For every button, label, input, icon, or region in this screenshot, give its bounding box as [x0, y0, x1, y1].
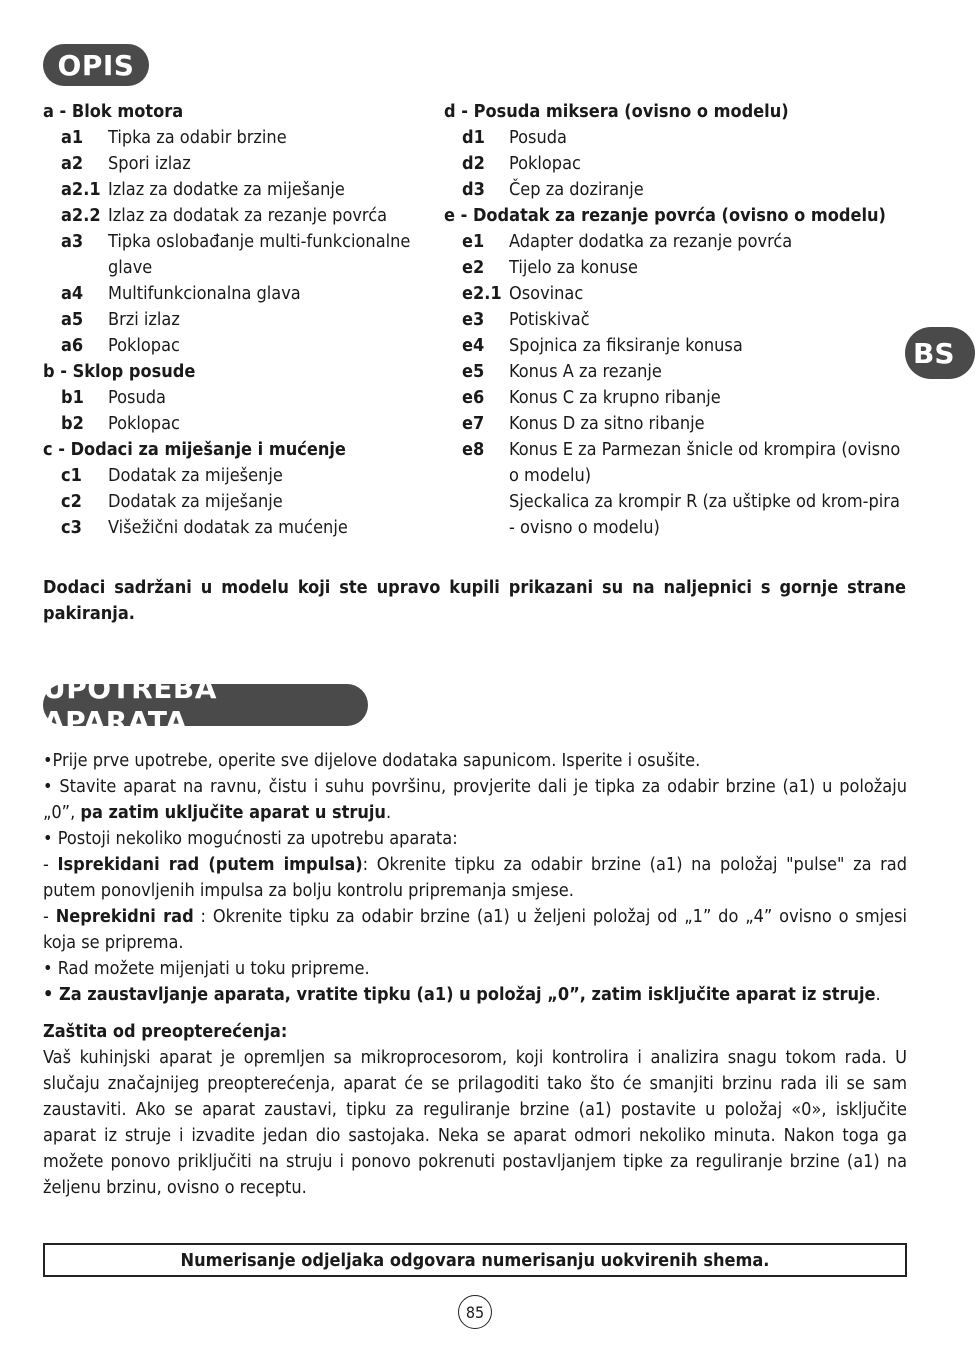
overload-protection — [43, 1019, 907, 1201]
part-item — [444, 437, 904, 489]
part-item — [43, 307, 433, 333]
section-heading: d - Posuda miksera (ovisno o modelu) — [444, 101, 789, 122]
part-label: Konus C za krupno ribanje — [509, 387, 721, 408]
part-label: Čep za doziranje — [509, 179, 644, 200]
part-code: e5 — [462, 361, 485, 382]
part-item — [43, 281, 433, 307]
overload-protection-text: Vaš kuhinjski aparat je opremljen sa mikroprocesorom, koji kontrolira i analizira snagu tokom rada. U slučaju značajnijeg preopterećenja, aparat će se prilagoditi tako što će smanjiti brzinu rada ili se sam zaustaviti. Ako se aparat zaustavi, tipku za reguliranje brzine (a1) postavite u položaj «0», isključite aparat iz struje i izvadite jedan dio sastojaka. Neka se aparat odmori nekoliko minuta. Nakon toga ga možete ponovo priključiti na struju i ponovo pokrenuti postavljanjem tipke za reguliranje brzine (a1) na željenu brzinu, ovisno o receptu. — [43, 1047, 907, 1198]
usage-bullet-6: • Rad možete mijenjati u toku pripreme. — [43, 958, 370, 979]
part-code: c3 — [61, 517, 82, 538]
usage-bullet-1: •Prije prve upotrebe, operite sve dijelove dodataka sapunicom. Isperite i osušite. — [43, 750, 701, 771]
part-label: Dodatak za miješenje — [108, 465, 283, 486]
part-item — [43, 333, 433, 359]
part-label: Multifunkcionalna glava — [108, 283, 301, 304]
part-item — [43, 385, 433, 411]
section-heading: a - Blok motora — [43, 101, 184, 122]
part-label: Adapter dodatka za rezanje povrća — [509, 231, 793, 252]
part-item — [43, 177, 433, 203]
usage-dash-continuous: - Neprekidni rad : Okrenite tipku za odabir brzine (a1) u željeni položaj od „1” do „4” ovisno o smjesi koja se priprema. — [43, 906, 907, 953]
part-item — [444, 307, 904, 333]
part-item — [43, 229, 433, 281]
language-tab-bs: BS — [905, 327, 975, 379]
usage-bullet-7: • Za zaustavljanje aparata, vratite tipku (a1) u položaj „0”, zatim isključite aparat iz struje. — [43, 984, 881, 1005]
section-heading: b - Sklop posude — [43, 361, 196, 382]
overload-protection-title: Zaštita od preopterećenja: — [43, 1021, 288, 1042]
parts-list-left — [43, 99, 433, 541]
part-item — [43, 515, 433, 541]
part-code: b1 — [61, 387, 84, 408]
part-label: Tipka za odabir brzine — [108, 127, 287, 148]
part-code: d1 — [462, 127, 485, 148]
part-code: e2 — [462, 257, 485, 278]
part-item — [43, 125, 433, 151]
part-code: a1 — [61, 127, 84, 148]
part-label: Poklopac — [509, 153, 581, 174]
part-code: e8 — [462, 439, 485, 460]
part-code: e1 — [462, 231, 485, 252]
part-item — [444, 281, 904, 307]
part-item — [43, 463, 433, 489]
part-code: e4 — [462, 335, 485, 356]
part-item — [43, 203, 433, 229]
part-code: d3 — [462, 179, 485, 200]
part-label: Spojnica za fiksiranje konusa — [509, 335, 743, 356]
part-item — [444, 333, 904, 359]
part-item — [444, 151, 904, 177]
part-code: a2 — [61, 153, 84, 174]
accessories-note: Dodaci sadržani u modelu koji ste upravo kupili prikazani su na naljepnici s gornje strane pakiranja. — [43, 577, 906, 624]
part-code: c2 — [61, 491, 82, 512]
part-code: e3 — [462, 309, 485, 330]
part-label: Konus A za rezanje — [509, 361, 662, 382]
part-label: Spori izlaz — [108, 153, 191, 174]
part-code: a5 — [61, 309, 84, 330]
usage-dash-pulse: - Isprekidani rad (putem impulsa): Okrenite tipku za odabir brzine (a1) na položaj "pulse" za rad putem ponovljenih impulsa za bolju kontrolu pripremanja smjese. — [43, 854, 907, 901]
part-item — [444, 125, 904, 151]
section-heading: e - Dodatak za rezanje povrća (ovisno o modelu) — [444, 205, 886, 226]
section-title-opis: OPIS — [43, 44, 149, 86]
part-label: Poklopac — [108, 413, 180, 434]
part-label: Posuda — [509, 127, 567, 148]
part-code: e2.1 — [462, 283, 502, 304]
part-code: e7 — [462, 413, 485, 434]
part-label: Konus E za Parmezan šnicle od krompira (ovisno o modelu) — [509, 439, 901, 486]
part-item — [444, 229, 904, 255]
part-code: e6 — [462, 387, 485, 408]
part-label: Poklopac — [108, 335, 180, 356]
part-code: a2.2 — [61, 205, 101, 226]
part-item — [444, 411, 904, 437]
usage-bullet-3: • Postoji nekoliko mogućnosti za upotrebu aparata: — [43, 828, 458, 849]
part-label: Izlaz za dodatak za rezanje povrća — [108, 205, 388, 226]
usage-instructions — [43, 748, 907, 1008]
part-item — [444, 255, 904, 281]
usage-bullet-2: • Stavite aparat na ravnu, čistu i suhu površinu, provjerite dali je tipka za odabir brzine (a1) u položaju „0”, pa zatim uključite aparat u struju. — [43, 776, 907, 823]
part-label: Sjeckalica za krompir R (za uštipke od krom-pira - ovisno o modelu) — [509, 491, 900, 538]
part-label: Tijelo za konuse — [509, 257, 638, 278]
part-code: d2 — [462, 153, 485, 174]
part-code-empty — [444, 489, 509, 541]
part-label: Tipka oslobađanje multi-funkcionalne glave — [108, 231, 411, 278]
part-code: b2 — [61, 413, 84, 434]
section-title-upotreba: UPOTREBA APARATA — [43, 684, 368, 726]
part-item — [444, 385, 904, 411]
part-code: a3 — [61, 231, 84, 252]
part-code: a6 — [61, 335, 84, 356]
part-code: a4 — [61, 283, 84, 304]
section-heading: c - Dodaci za miješanje i mućenje — [43, 439, 346, 460]
parts-list-right — [444, 99, 904, 541]
part-item — [43, 151, 433, 177]
part-item — [444, 359, 904, 385]
boxed-note: Numerisanje odjeljaka odgovara numerisanju uokvirenih shema. — [43, 1243, 907, 1277]
part-label: Potiskivač — [509, 309, 590, 330]
part-label: Dodatak za miješanje — [108, 491, 283, 512]
part-label: Brzi izlaz — [108, 309, 180, 330]
part-code: a2.1 — [61, 179, 101, 200]
part-item — [43, 489, 433, 515]
part-label: Višežični dodatak za mućenje — [108, 517, 348, 538]
part-code: c1 — [61, 465, 82, 486]
part-label: Osovinac — [509, 283, 584, 304]
part-item — [444, 177, 904, 203]
part-item-extra — [444, 489, 904, 541]
part-label: Konus D za sitno ribanje — [509, 413, 705, 434]
part-item — [43, 411, 433, 437]
part-label: Izlaz za dodatke za miješanje — [108, 179, 345, 200]
part-label: Posuda — [108, 387, 166, 408]
page-number: 85 — [458, 1295, 492, 1329]
